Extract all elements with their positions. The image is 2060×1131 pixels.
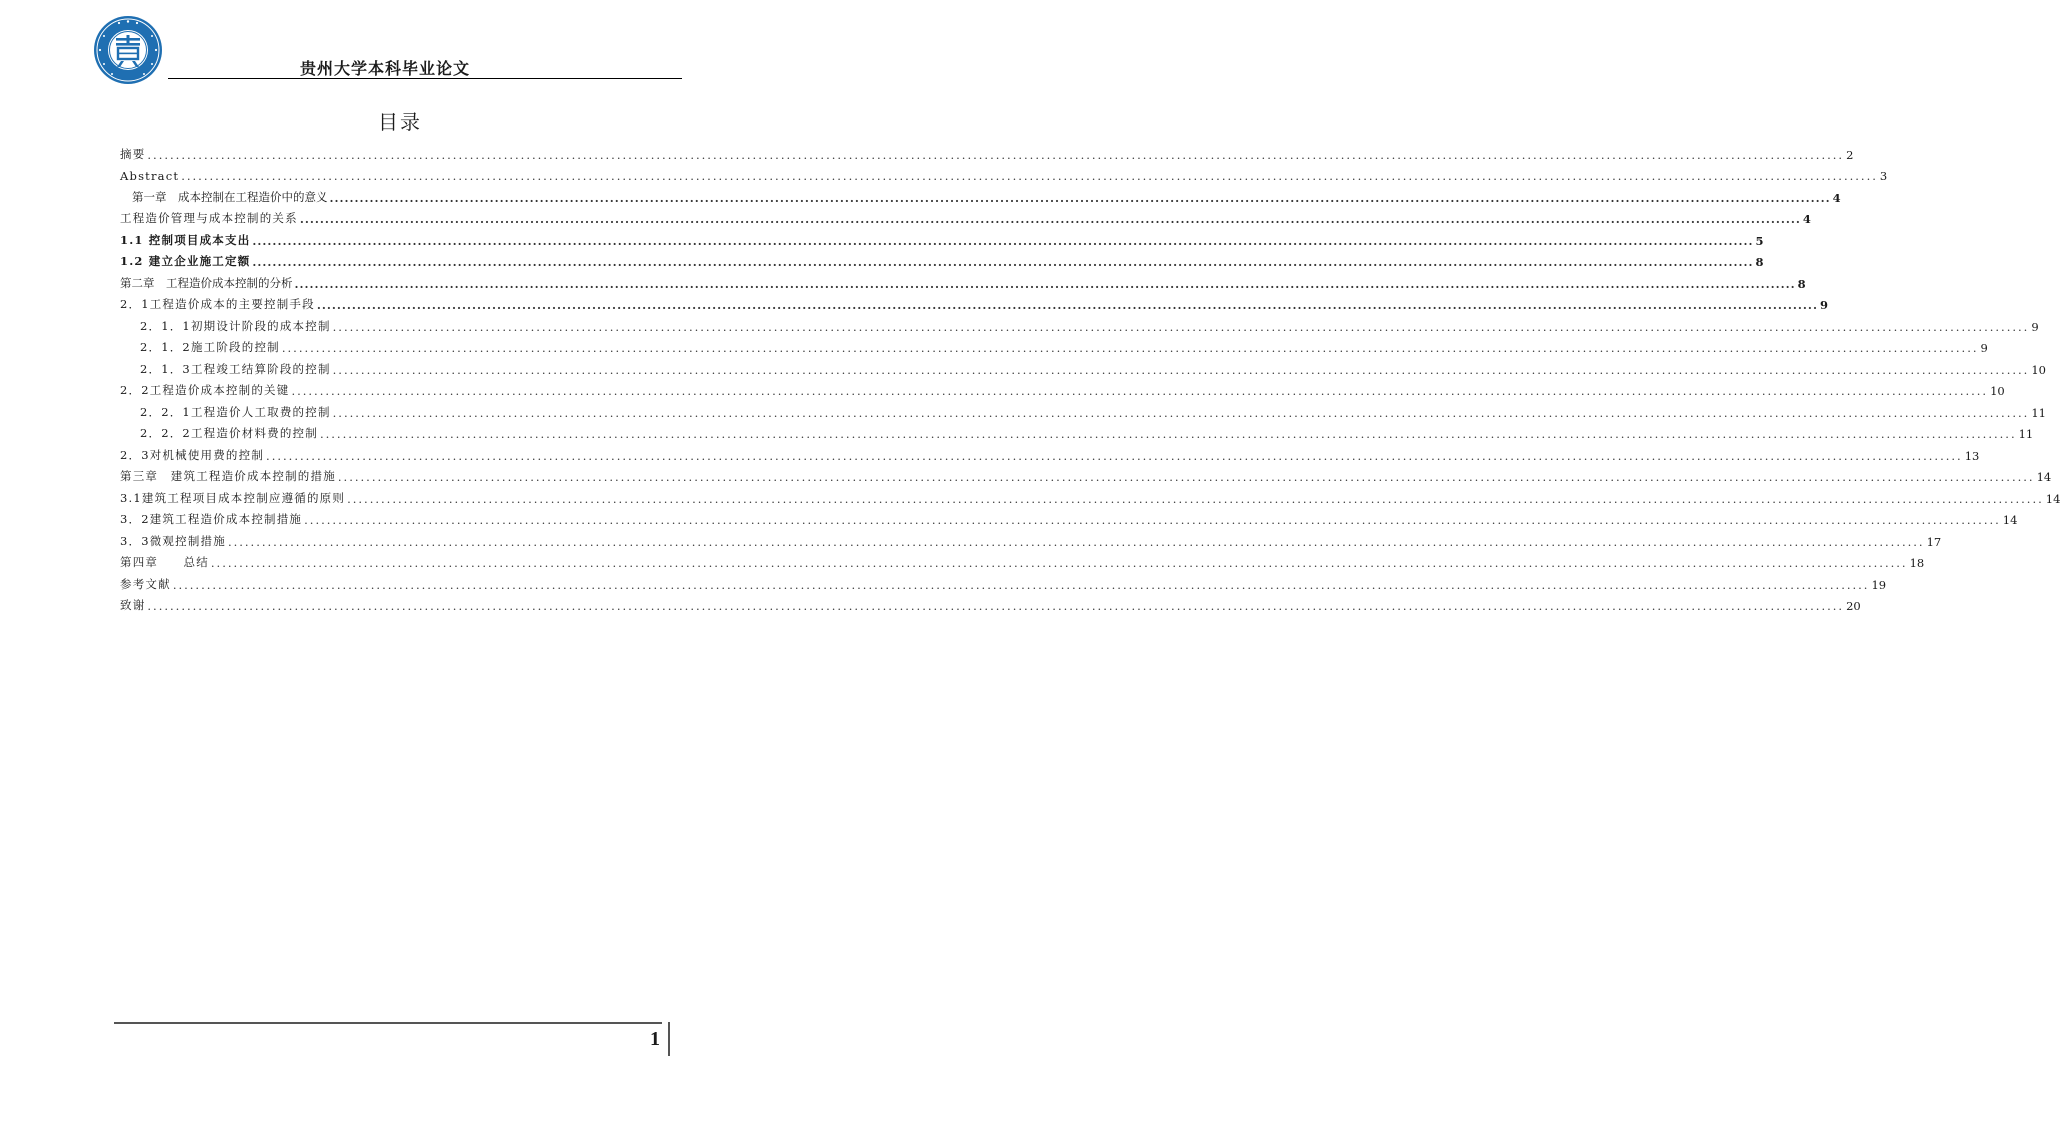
toc-entry-label: 2．1．1初期设计阶段的成本控制 (140, 318, 331, 333)
toc-entry-label: 参考文献 (120, 576, 171, 591)
toc-entry-label: 致谢 (120, 598, 146, 612)
toc-entry-label: 摘要 (120, 146, 146, 161)
toc-entry-label: Abstract (120, 169, 180, 183)
toc-entry-page: 11 (2031, 405, 2046, 420)
toc-entry-page: 4 (1802, 212, 1811, 226)
toc-entry[interactable] (120, 226, 1764, 248)
toc-entry-label: 1.1 控制项目成本支出 (120, 232, 251, 247)
toc-leader: ............................................................................................................................................................................................................................................................................................................ (332, 405, 2030, 420)
toc-entry[interactable] (120, 527, 1942, 549)
toc-title: 目录 (378, 110, 422, 134)
toc-entry-label: 2．1工程造价成本的主要控制手段 (120, 297, 315, 311)
toc-entry-page: 9 (1980, 341, 1988, 355)
toc-entry-page: 14 (2036, 470, 2052, 484)
toc-leader: ............................................................................................................................................................................................................................................................................................................ (304, 513, 2001, 527)
toc-entry-label: 2．2．2工程造价材料费的控制 (140, 426, 318, 440)
toc-leader: ............................................................................................................................................................................................................................................................................................................ (147, 147, 1845, 162)
toc-entry[interactable] (120, 570, 1887, 592)
toc-entry-label: 1.2 建立企业施工定额 (120, 254, 251, 268)
toc-entry[interactable] (120, 441, 1980, 463)
toc-entry-page: 9 (2031, 319, 2039, 334)
table-of-contents (120, 140, 2060, 613)
toc-leader: ............................................................................................................................................................................................................................................................................................................ (316, 298, 1818, 312)
toc-leader: ............................................................................................................................................................................................................................................................................................................ (172, 577, 1870, 592)
toc-entry[interactable] (120, 269, 1806, 291)
toc-leader: ............................................................................................................................................................................................................................................................................................................ (252, 255, 1754, 269)
toc-entry-page: 9 (1819, 298, 1828, 312)
toc-entry-label: 2．2．1工程造价人工取费的控制 (140, 404, 331, 419)
toc-entry-label: 3.1建筑工程项目成本控制应遵循的原则 (120, 490, 346, 505)
toc-entry-page: 8 (1755, 255, 1764, 269)
toc-entry-page: 13 (1964, 448, 1980, 463)
toc-entry[interactable] (120, 205, 1811, 227)
toc-entry-label: 2．2工程造价成本控制的关键 (120, 383, 290, 397)
toc-entry-page: 8 (1797, 276, 1806, 291)
toc-entry-label: 工程造价管理与成本控制的关系 (120, 211, 298, 225)
toc-entry[interactable] (120, 549, 1925, 571)
toc-leader: ............................................................................................................................................................................................................................................................................................................ (147, 599, 1845, 613)
toc-entry-page: 3 (1879, 169, 1888, 183)
toc-entry-label: 第二章 工程造价成本控制的分析 (120, 275, 293, 290)
toc-entry-page: 19 (1871, 577, 1887, 592)
toc-entry[interactable] (120, 248, 1764, 270)
toc-entry-label: 2．1．2施工阶段的控制 (140, 340, 280, 354)
page-number: 1 (650, 1028, 660, 1050)
toc-entry[interactable] (120, 463, 2052, 485)
university-title: 贵州大学本科毕业论文 (300, 59, 471, 78)
toc-entry[interactable] (120, 506, 2018, 528)
toc-entry-page: 18 (1909, 556, 1925, 570)
toc-leader: ............................................................................................................................................................................................................................................................................................................ (281, 341, 1979, 355)
university-seal-icon (92, 14, 164, 86)
toc-entry[interactable] (120, 334, 1988, 356)
footer-divider (114, 1022, 662, 1024)
toc-leader: ............................................................................................................................................................................................................................................................................................................ (329, 190, 1831, 205)
toc-entry-page: 4 (1832, 190, 1841, 205)
toc-entry-label: 第三章 建筑工程造价成本控制的措施 (120, 469, 336, 483)
footer-vertical-rule (668, 1022, 670, 1056)
toc-leader: ............................................................................................................................................................................................................................................................................................................ (181, 169, 1878, 183)
toc-leader: ............................................................................................................................................................................................................................................................................................................ (319, 427, 2017, 441)
toc-entry[interactable] (120, 592, 1861, 614)
toc-entry[interactable] (120, 420, 2034, 442)
toc-leader: ............................................................................................................................................................................................................................................................................................................ (299, 212, 1801, 226)
toc-leader: ............................................................................................................................................................................................................................................................................................................ (227, 534, 1925, 549)
toc-entry[interactable] (120, 291, 1828, 313)
toc-leader: ............................................................................................................................................................................................................................................................................................................ (266, 448, 1963, 463)
toc-entry-label: 第四章 总结 (120, 555, 209, 569)
toc-entry[interactable] (120, 484, 2060, 506)
toc-entry[interactable] (120, 377, 2005, 399)
toc-entry[interactable] (120, 398, 2046, 420)
toc-entry[interactable] (120, 162, 1888, 184)
toc-leader: ............................................................................................................................................................................................................................................................................................................ (347, 491, 2044, 506)
toc-entry-label: 3．3微观控制措施 (120, 533, 226, 548)
toc-entry[interactable] (120, 312, 2039, 334)
toc-entry-page: 20 (1846, 599, 1861, 613)
toc-entry-page: 17 (1926, 534, 1942, 549)
toc-entry[interactable] (120, 183, 1841, 205)
toc-entry[interactable] (120, 140, 1854, 162)
toc-leader: ............................................................................................................................................................................................................................................................................................................ (210, 556, 1908, 570)
toc-entry-page: 2 (1846, 147, 1854, 162)
header-divider (168, 78, 682, 79)
toc-entry-page: 5 (1755, 233, 1764, 248)
toc-entry[interactable] (120, 355, 2046, 377)
toc-entry-page: 10 (2031, 362, 2046, 377)
toc-leader: ............................................................................................................................................................................................................................................................................................................ (291, 384, 1989, 398)
toc-leader: ............................................................................................................................................................................................................................................................................................................ (332, 362, 2030, 377)
toc-entry-page: 10 (1990, 384, 2005, 398)
toc-entry-label: 2．1．3工程竣工结算阶段的控制 (140, 361, 331, 376)
toc-entry-label: 第一章 成本控制在工程造价中的意义 (132, 189, 328, 204)
toc-entry-label: 3．2建筑工程造价成本控制措施 (120, 512, 303, 526)
toc-leader: ............................................................................................................................................................................................................................................................................................................ (252, 233, 1754, 248)
toc-entry-page: 14 (2045, 491, 2060, 506)
toc-leader: ............................................................................................................................................................................................................................................................................................................ (337, 470, 2035, 484)
toc-entry-page: 11 (2018, 427, 2034, 441)
toc-leader: ............................................................................................................................................................................................................................................................................................................ (332, 319, 2030, 334)
toc-entry-label: 2．3对机械使用费的控制 (120, 447, 265, 462)
toc-leader: ............................................................................................................................................................................................................................................................................................................ (294, 276, 1796, 291)
toc-entry-page: 14 (2002, 513, 2018, 527)
